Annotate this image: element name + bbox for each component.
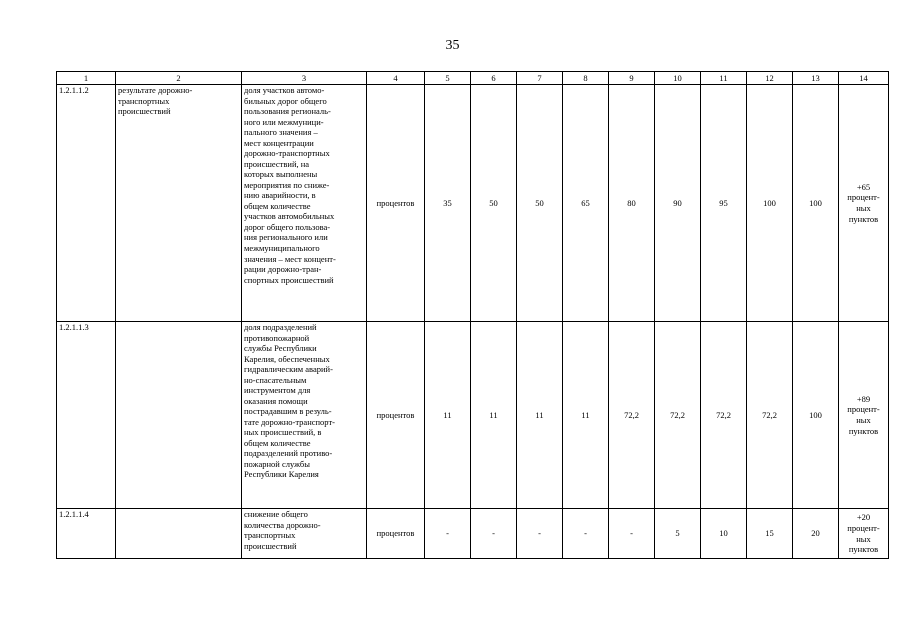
column-number: 13 — [793, 72, 839, 85]
row-value: 20 — [793, 509, 839, 559]
row-value: 100 — [747, 85, 793, 322]
row-value: 11 — [517, 322, 563, 509]
column-number: 8 — [563, 72, 609, 85]
row-value: 72,2 — [655, 322, 701, 509]
table-row — [57, 509, 889, 559]
row-code: 1.2.1.1.4 — [57, 509, 116, 559]
row-indicator: доля участков автомо- бильных дорог общего пользования региональ- ного или межмуници- пального значения – мест концентрации дорожно-транспортных происшествий, на которых выполнены мероприятия по сниже- нию аварийности, в общем количестве участков автомобильных дорог общего пользова- ния регионального или межмуниципального значения – мест концент- рации дорожно-тран- спортных происшествий — [242, 85, 367, 322]
row-unit: процентов — [367, 322, 425, 509]
row-value: 100 — [793, 85, 839, 322]
row-value: - — [471, 509, 517, 559]
row-result: результате дорожно- транспортных происшествий — [116, 85, 242, 322]
row-value: 50 — [471, 85, 517, 322]
table-row — [57, 85, 889, 322]
row-value: 50 — [517, 85, 563, 322]
row-indicator: доля подразделений противопожарной службы Республики Карелия, обеспеченных гидравлическим аварий- но-спасательным инструментом для оказания помощи пострадавшим в резуль- тате дорожно-транспорт- ных происшествий, в общем количестве подразделений противо- пожарной службы Республики Карелия — [242, 322, 367, 509]
row-value: - — [609, 509, 655, 559]
row-value: 11 — [563, 322, 609, 509]
row-value: 11 — [425, 322, 471, 509]
row-result — [116, 322, 242, 509]
column-numbers-row — [57, 72, 889, 85]
column-number: 12 — [747, 72, 793, 85]
row-unit: процентов — [367, 509, 425, 559]
row-value: 11 — [471, 322, 517, 509]
column-number: 4 — [367, 72, 425, 85]
column-number: 11 — [701, 72, 747, 85]
row-total: +20 процент- ных пунктов — [839, 509, 889, 559]
page-number: 35 — [445, 38, 460, 53]
row-value: 10 — [701, 509, 747, 559]
indicators-table — [56, 71, 889, 559]
row-value: 72,2 — [701, 322, 747, 509]
row-value: 72,2 — [747, 322, 793, 509]
row-value: 95 — [701, 85, 747, 322]
column-number: 3 — [242, 72, 367, 85]
table-row — [57, 322, 889, 509]
row-value: 90 — [655, 85, 701, 322]
row-value: 35 — [425, 85, 471, 322]
row-result — [116, 509, 242, 559]
column-number: 5 — [425, 72, 471, 85]
column-number: 14 — [839, 72, 889, 85]
row-value: 80 — [609, 85, 655, 322]
row-total: +65 процент- ных пунктов — [839, 85, 889, 322]
row-code: 1.2.1.1.2 — [57, 85, 116, 322]
column-number: 2 — [116, 72, 242, 85]
row-indicator: снижение общего количества дорожно- транспортных происшествий — [242, 509, 367, 559]
row-value: 15 — [747, 509, 793, 559]
column-number: 7 — [517, 72, 563, 85]
column-number: 6 — [471, 72, 517, 85]
row-value: 65 — [563, 85, 609, 322]
row-unit: процентов — [367, 85, 425, 322]
row-code: 1.2.1.1.3 — [57, 322, 116, 509]
row-value: 5 — [655, 509, 701, 559]
row-value: 100 — [793, 322, 839, 509]
row-value: - — [425, 509, 471, 559]
column-number: 10 — [655, 72, 701, 85]
row-value: 72,2 — [609, 322, 655, 509]
column-number: 1 — [57, 72, 116, 85]
row-total: +89 процент- ных пунктов — [839, 322, 889, 509]
column-number: 9 — [609, 72, 655, 85]
row-value: - — [563, 509, 609, 559]
row-value: - — [517, 509, 563, 559]
